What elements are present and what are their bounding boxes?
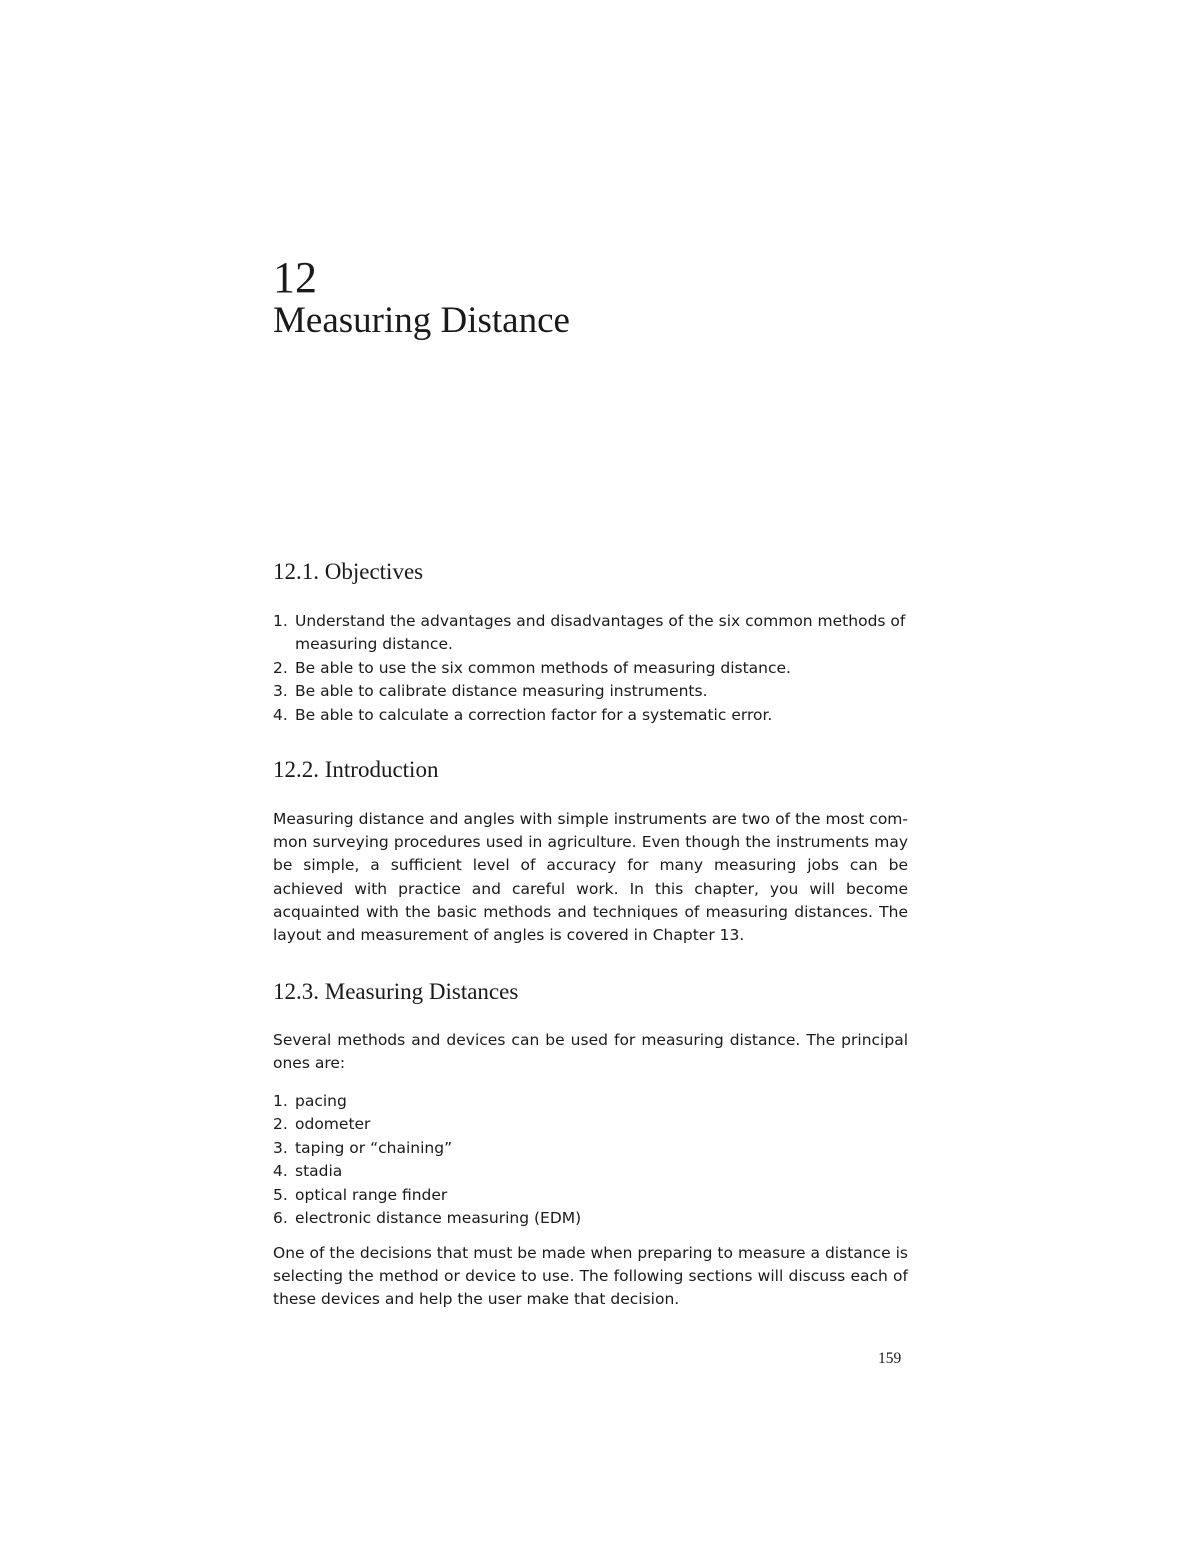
chapter-number: 12 [273, 253, 317, 302]
section-heading-measuring-distances: 12.3. Measuring Distances [273, 979, 519, 1004]
list-item: 2. Be able to use the six common methods of measuring distance. [273, 658, 791, 677]
introduction-paragraph: Measuring distance and angles with simple instruments are two of the most common surveying procedures used in agriculture. Even though the instruments may be simple, a sufficient level of accuracy for many measuring jobs can be achieved with practice and careful work. In this chapter, you will become acquainted with the basic methods and techniques of measuring distances. The layout and measurement of angles is covered in Chapter 13. [273, 810, 908, 945]
list-item: 4. stadia [273, 1162, 343, 1181]
list-item: 2. odometer [273, 1115, 371, 1134]
section-heading-objectives: 12.1. Objectives [273, 559, 424, 584]
chapter-title: Measuring Distance [273, 300, 570, 341]
measuring-intro-paragraph: Several methods and devices can be used for measuring distance. The principal ones are: [273, 1031, 908, 1073]
list-item: 4. Be able to calculate a correction factor for a systematic error. [273, 705, 773, 724]
section-heading-introduction: 12.2. Introduction [273, 757, 439, 782]
objectives-list [273, 610, 908, 727]
page-number: 159 [878, 1350, 902, 1367]
measuring-closing-paragraph: One of the decisions that must be made when preparing to measure a distance is selecting the method or device to use. The following sections will discuss each of these devices and help the user make that decision. [273, 1244, 908, 1309]
methods-list [273, 1090, 908, 1230]
list-item: 5. optical range finder [273, 1185, 448, 1204]
list-item: 6. electronic distance measuring (EDM) [273, 1209, 582, 1228]
list-item: 1. Understand the advantages and disadvantages of the six common methods of measuring distance. [273, 612, 906, 654]
list-item: 3. taping or “chaining” [273, 1138, 453, 1157]
list-item: 3. Be able to calibrate distance measuring instruments. [273, 682, 708, 701]
list-item: 1. pacing [273, 1092, 347, 1110]
